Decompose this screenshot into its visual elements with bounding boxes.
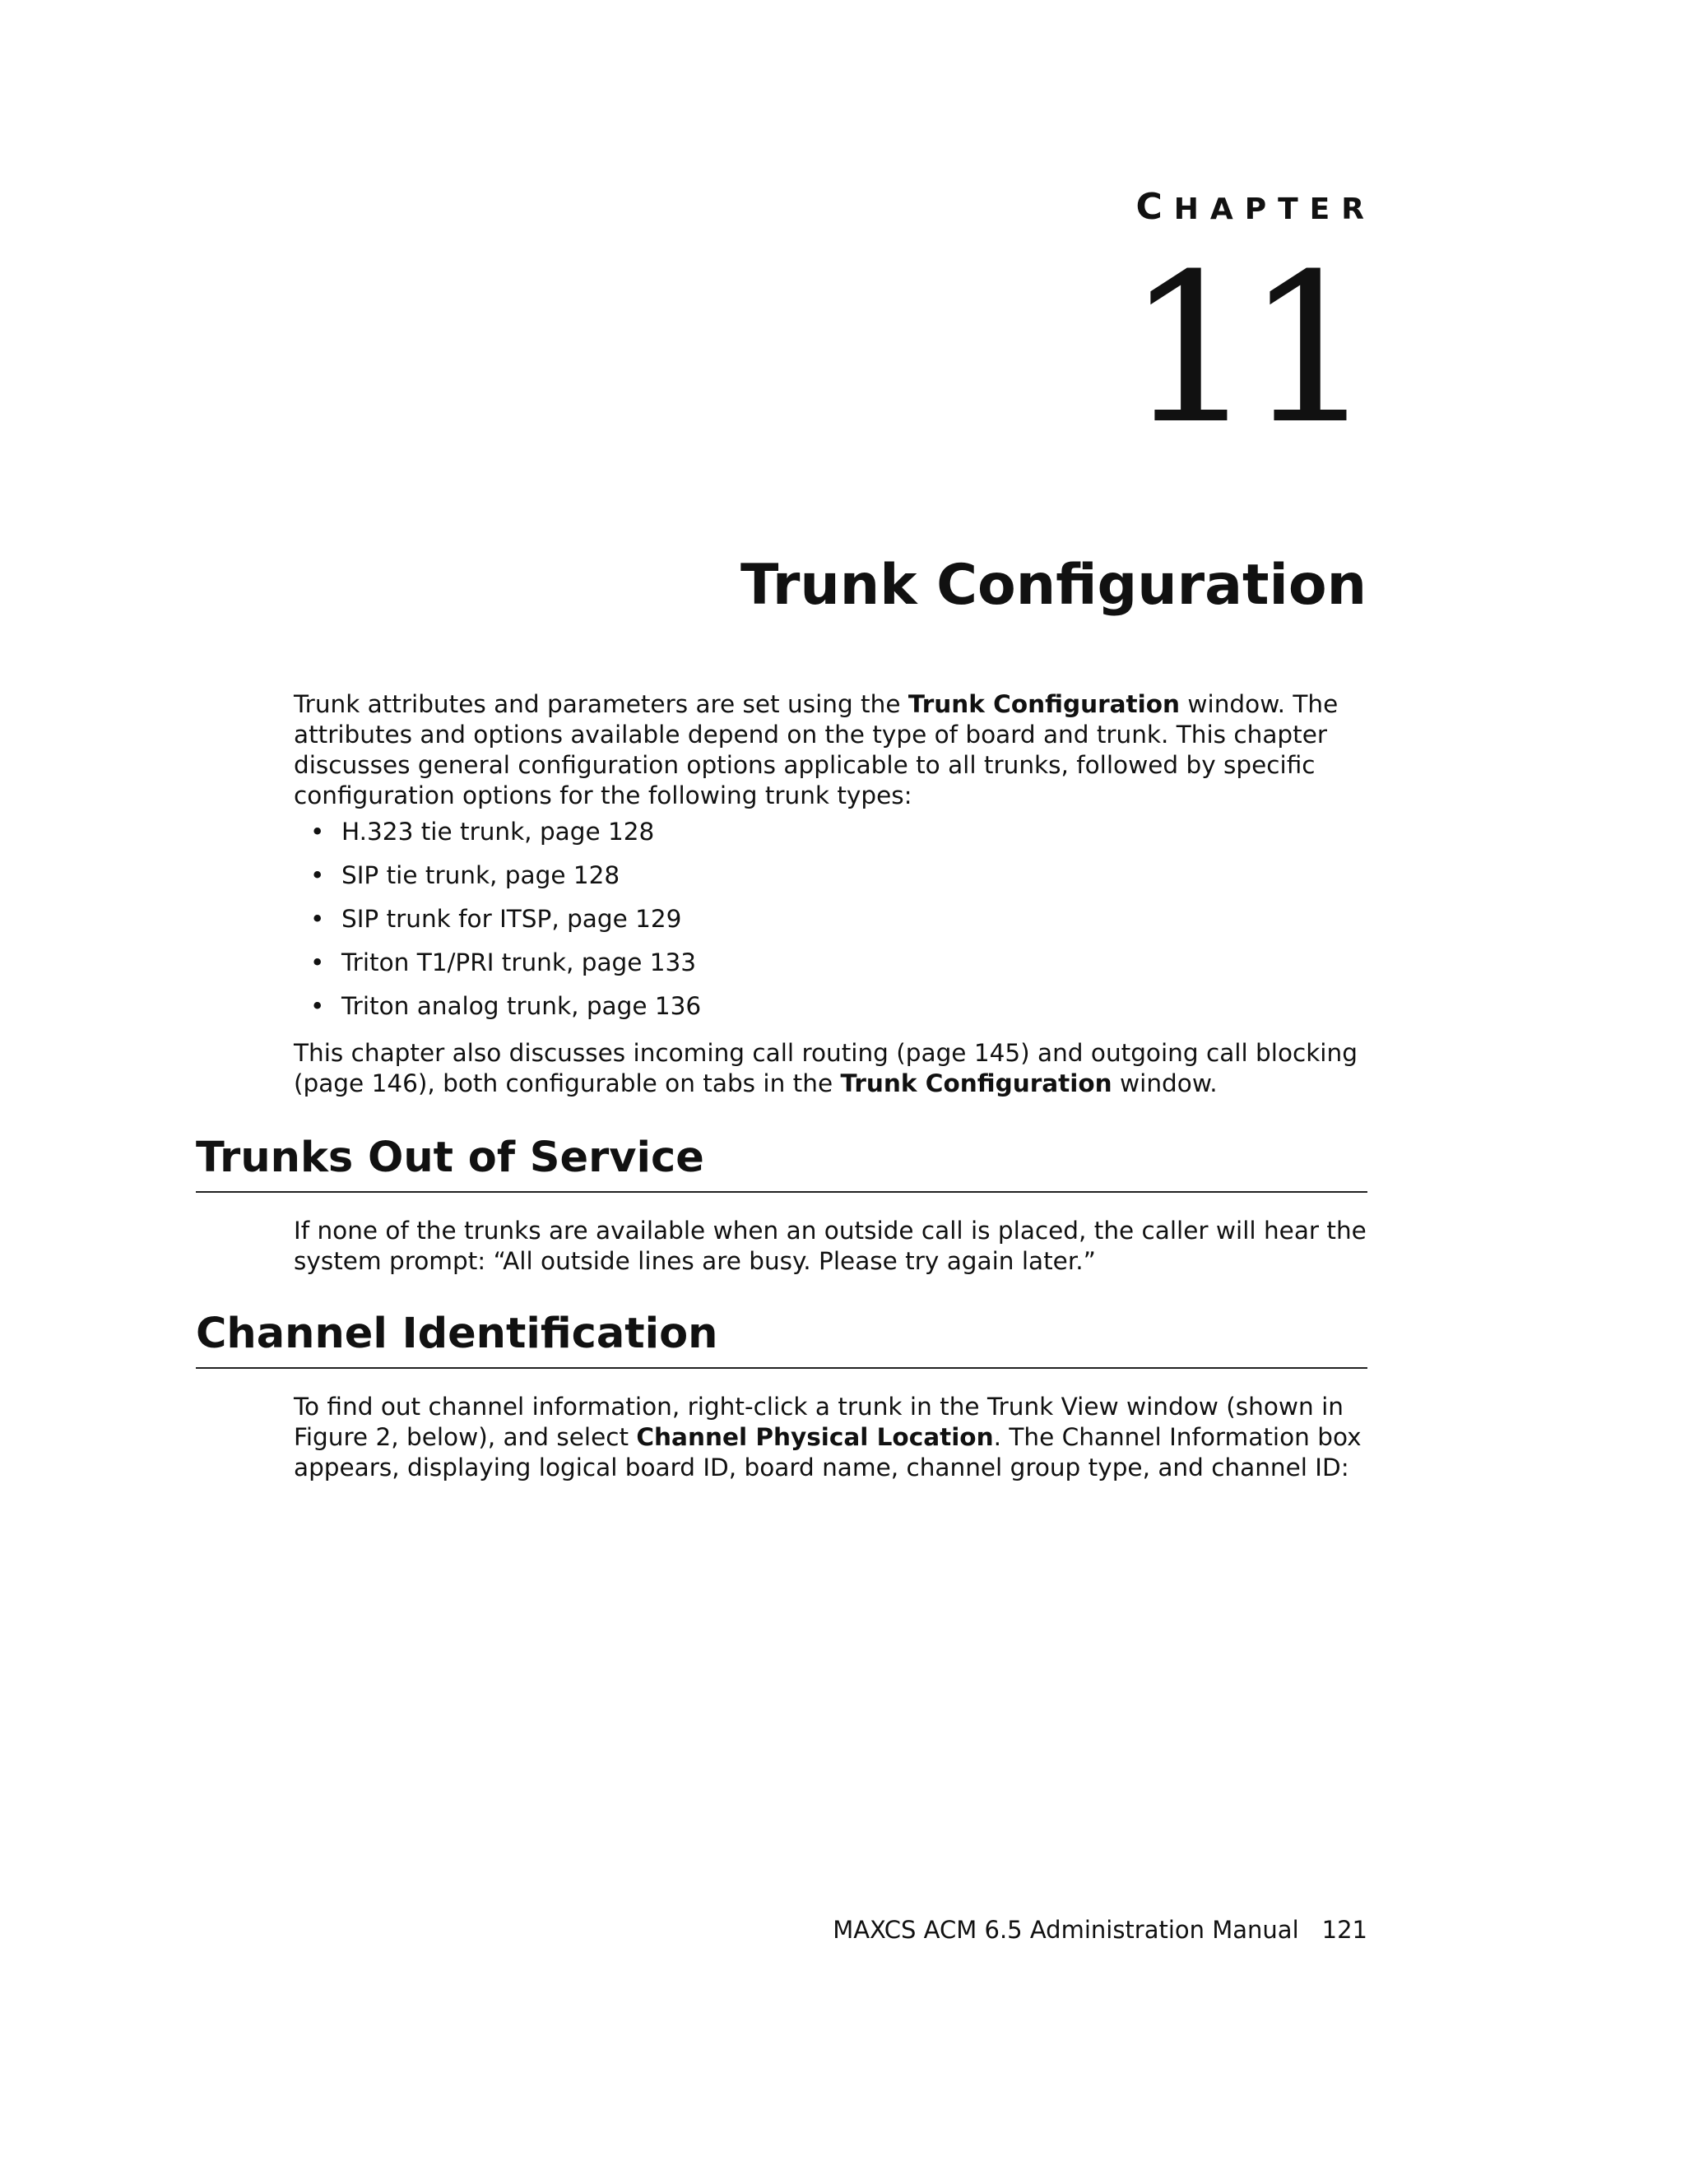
scope-text-end: window. (1112, 1069, 1218, 1097)
list-item-text: Triton analog trunk, page 136 (341, 992, 702, 1020)
intro-text-end: window. The attributes and options available depend on the type of board and trunk. This chapter discusses general configuration options applicable to all trunks, followed by specific configuration options for the following trunk types: (294, 690, 1339, 809)
section-heading-trunks-out-of-service: Trunks Out of Service (196, 1137, 1367, 1193)
footer-manual-title: MAXCS ACM 6.5 Administration Manual (833, 1916, 1299, 1944)
trunk-type-list (310, 817, 701, 1035)
chapter-label-initial: C (1135, 186, 1174, 228)
section-heading-channel-identification: Channel Identification (196, 1313, 1367, 1369)
channel-bold-physical-location: Channel Physical Location (636, 1423, 994, 1451)
trunks-out-of-service-paragraph: If none of the trunks are available when an outside call is placed, the caller will hear the system prompt: “All outside lines are busy. Please try again later.” (294, 1217, 1367, 1275)
scope-paragraph (294, 1038, 1367, 1099)
page-footer (833, 1918, 1367, 1942)
list-item-text: Triton T1/PRI trunk, page 133 (341, 948, 697, 976)
list-item (310, 860, 701, 904)
list-item (310, 948, 701, 991)
chapter-label (1135, 186, 1376, 228)
intro-text-start: Trunk attributes and parameters are set using the (294, 690, 908, 718)
scope-text-start: This chapter also discusses incoming call routing (page 145) and outgoing call blocking (page 146), both configurable on tabs in the (294, 1039, 1358, 1097)
scope-bold-trunk-configuration: Trunk Configuration (840, 1069, 1112, 1097)
list-item-text: H.323 tie trunk, page 128 (341, 818, 655, 846)
bullet-icon: • (310, 905, 325, 933)
list-item (310, 817, 701, 860)
list-item (310, 991, 701, 1035)
channel-text-start: To find out channel information, right-click a trunk in the Trunk View window (shown in Figure 2, below), and select (294, 1393, 1344, 1451)
footer-page-number: 121 (1321, 1916, 1367, 1944)
intro-paragraph (294, 689, 1367, 811)
chapter-label-rest: HAPTER (1173, 192, 1376, 226)
bullet-icon: • (310, 948, 325, 976)
intro-bold-trunk-configuration: Trunk Configuration (907, 690, 1181, 718)
bullet-icon: • (310, 992, 325, 1020)
list-item (310, 904, 701, 948)
channel-identification-paragraph (294, 1392, 1367, 1483)
list-item-text: SIP tie trunk, page 128 (341, 861, 620, 889)
list-item-text: SIP trunk for ITSP, page 129 (341, 905, 682, 933)
chapter-number: 11 (1125, 230, 1364, 469)
chapter-title: Trunk Configuration (740, 553, 1367, 618)
channel-text-end: . The Channel Information box appears, displaying logical board ID, board name, channel group type, and channel ID: (294, 1423, 1362, 1482)
bullet-icon: • (310, 861, 325, 889)
bullet-icon: • (310, 818, 325, 846)
